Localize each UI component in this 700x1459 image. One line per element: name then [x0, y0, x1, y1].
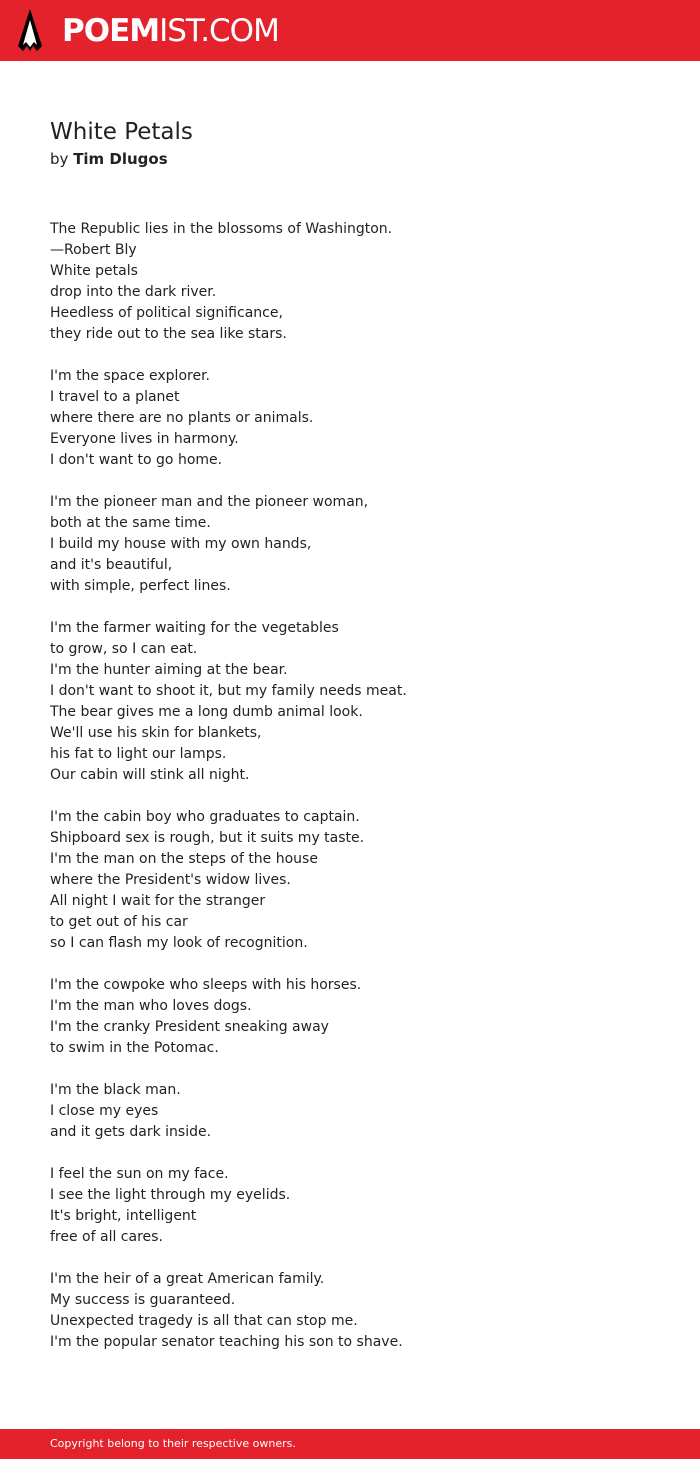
poem-line: with simple, perfect lines.: [50, 578, 231, 594]
poem-line: Everyone lives in harmony.: [50, 431, 239, 447]
poem-line: both at the same time.: [50, 515, 211, 531]
poem-line: I'm the cowpoke who sleeps with his horses.: [50, 977, 362, 993]
poem-line: I'm the farmer waiting for the vegetables: [50, 620, 339, 636]
poem-line: and it's beautiful,: [50, 557, 173, 573]
poem-line: Unexpected tragedy is all that can stop me.: [50, 1313, 358, 1329]
poem-line: —Robert Bly: [50, 242, 137, 258]
poem-line: his fat to light our lamps.: [50, 746, 227, 762]
poem-line: All night I wait for the stranger: [50, 893, 266, 909]
poem-stanza: [50, 1269, 650, 1353]
pencil-logo-icon[interactable]: [18, 9, 42, 51]
poem-line: where the President's widow lives.: [50, 872, 291, 888]
poem-author: Tim Dlugos: [73, 150, 168, 168]
poem-line: where there are no plants or animals.: [50, 410, 314, 426]
poem-line: I build my house with my own hands,: [50, 536, 312, 552]
poem-line: We'll use his skin for blankets,: [50, 725, 262, 741]
poem-line: I'm the man on the steps of the house: [50, 851, 318, 867]
poem-stanza: [50, 807, 650, 954]
poem-line: I'm the man who loves dogs.: [50, 998, 252, 1014]
poem-stanza: [50, 1164, 650, 1248]
poem-title: White Petals: [50, 119, 193, 145]
poem-line: I'm the black man.: [50, 1082, 181, 1098]
poem-line: The bear gives me a long dumb animal look.: [50, 704, 363, 720]
poem-line: drop into the dark river.: [50, 284, 217, 300]
poem-line: and it gets dark inside.: [50, 1124, 212, 1140]
poem-line: I see the light through my eyelids.: [50, 1187, 291, 1203]
poem-line: I'm the hunter aiming at the bear.: [50, 662, 288, 678]
poem-line: I'm the cabin boy who graduates to captain.: [50, 809, 360, 825]
poem-line: I travel to a planet: [50, 389, 180, 405]
poem-byline: [50, 148, 168, 170]
poem-line: I'm the heir of a great American family.: [50, 1271, 325, 1287]
poem-line: My success is guaranteed.: [50, 1292, 236, 1308]
poem-line: I'm the pioneer man and the pioneer woman,: [50, 494, 369, 510]
poem-body: [50, 219, 650, 1374]
site-footer: [0, 1429, 700, 1459]
site-logo[interactable]: [62, 11, 279, 51]
poem-line: It's bright, intelligent: [50, 1208, 197, 1224]
logo-bold-text: POEM: [62, 13, 160, 49]
poem-line: free of all cares.: [50, 1229, 163, 1245]
poem-line: I'm the popular senator teaching his son to shave.: [50, 1334, 403, 1350]
poem-stanza: [50, 975, 650, 1059]
poem-line: I close my eyes: [50, 1103, 159, 1119]
poem-line: I'm the space explorer.: [50, 368, 210, 384]
poem-line: to swim in the Potomac.: [50, 1040, 219, 1056]
copyright-text: Copyright belong to their respective owners.: [50, 1437, 296, 1450]
poem-line: Shipboard sex is rough, but it suits my taste.: [50, 830, 365, 846]
poem-line: I don't want to go home.: [50, 452, 223, 468]
poem-line: White petals: [50, 263, 138, 279]
poem-stanza: [50, 1080, 650, 1143]
site-header: [0, 0, 700, 61]
poem-line: The Republic lies in the blossoms of Washington.: [50, 221, 393, 237]
poem-stanza: [50, 618, 650, 786]
poem-line: I feel the sun on my face.: [50, 1166, 229, 1182]
poem-line: so I can flash my look of recognition.: [50, 935, 308, 951]
poem-line: I'm the cranky President sneaking away: [50, 1019, 329, 1035]
poem-stanza: [50, 366, 650, 471]
poem-stanza: [50, 219, 650, 345]
byline-prefix: by: [50, 150, 69, 168]
poem-line: to get out of his car: [50, 914, 188, 930]
poem-line: I don't want to shoot it, but my family needs meat.: [50, 683, 407, 699]
poem-line: Heedless of political significance,: [50, 305, 283, 321]
poem-line: Our cabin will stink all night.: [50, 767, 250, 783]
logo-light-text: IST.COM: [159, 13, 279, 49]
poem-line: they ride out to the sea like stars.: [50, 326, 287, 342]
poem-line: to grow, so I can eat.: [50, 641, 198, 657]
poem-stanza: [50, 492, 650, 597]
